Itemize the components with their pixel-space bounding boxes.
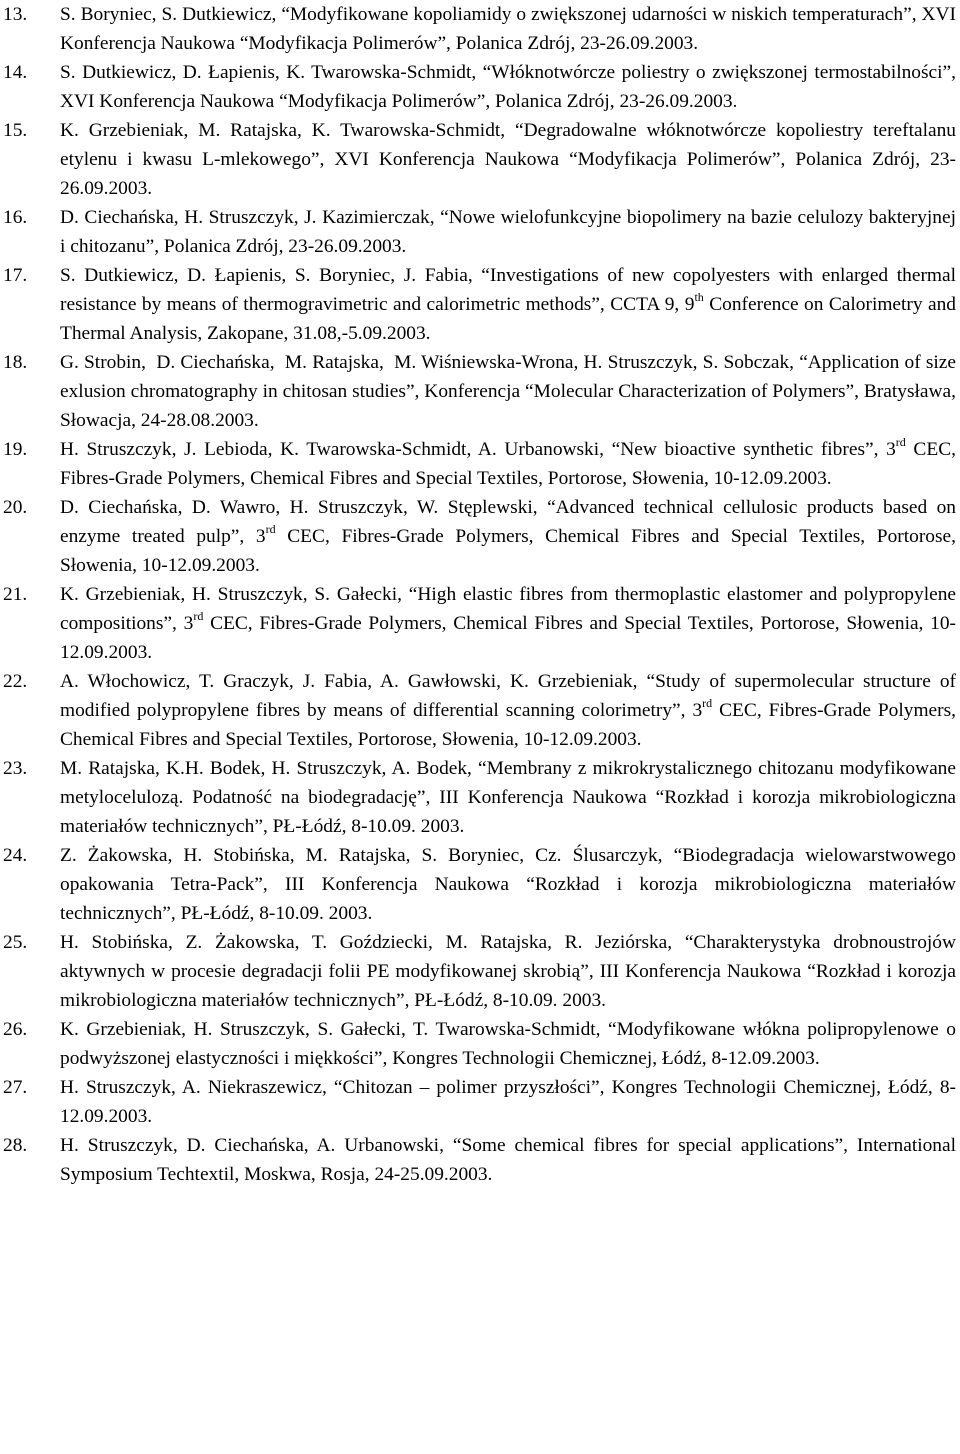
reference-entry [3, 754, 956, 841]
reference-text [60, 841, 956, 928]
reference-number: 18. [3, 352, 28, 373]
reference-entry [3, 348, 956, 435]
reference-entry [3, 58, 956, 116]
reference-text-segment: K. Grzebieniak, H. Struszczyk, S. Gałecki, T. Twarowska-Schmidt, “Modyfikowane włókna polipropylenowe o podwyższonej elastyczności i miękkości”, Kongres Technologii Chemicznej, Łódź, 8-12.09.2003. [60, 1019, 956, 1069]
reference-text [60, 0, 956, 58]
reference-entry [3, 580, 956, 667]
reference-entry [3, 0, 956, 58]
reference-text [60, 580, 956, 667]
reference-number: 23. [3, 758, 28, 779]
ordinal-superscript: rd [193, 609, 204, 623]
ordinal-superscript: rd [895, 435, 906, 449]
reference-text-segment: M. Ratajska, K.H. Bodek, H. Struszczyk, A. Bodek, “Membrany z mikrokrystalicznego chitozanu modyfikowane metylocelulozą. Podatność na biodegradację”, III Konferencja Naukowa “Rozkład i korozja mikrobiologiczna materiałów technicznych”, PŁ-Łódź, 8-10.09. 2003. [60, 758, 956, 837]
reference-text [60, 928, 956, 1015]
reference-number: 14. [3, 62, 28, 83]
reference-text [60, 1073, 956, 1131]
reference-text-segment: CEC, Fibres-Grade Polymers, Chemical Fibres and Special Textiles, Portorose, Słowenia, 10-12.09.2003. [60, 700, 956, 750]
reference-number: 21. [3, 584, 28, 605]
reference-text-segment: D. Ciechańska, D. Wawro, H. Struszczyk, W. Stęplewski, “Advanced technical cellulosic products based on enzyme treated pulp”, 3 [60, 497, 956, 547]
reference-text [60, 754, 956, 841]
reference-text [60, 58, 956, 116]
reference-number: 19. [3, 439, 28, 460]
reference-entry [3, 667, 956, 754]
reference-entry [3, 841, 956, 928]
reference-text-segment: D. Ciechańska, H. Struszczyk, J. Kazimierczak, “Nowe wielofunkcyjne biopolimery na bazie celulozy bakteryjnej i chitozanu”, Polanica Zdrój, 23-26.09.2003. [60, 207, 956, 257]
reference-entry [3, 261, 956, 348]
reference-list [3, 0, 956, 1189]
reference-number: 22. [3, 671, 28, 692]
reference-text [60, 348, 956, 435]
reference-number: 17. [3, 265, 28, 286]
reference-text [60, 1131, 956, 1189]
reference-number: 24. [3, 845, 28, 866]
reference-text-segment: H. Struszczyk, A. Niekraszewicz, “Chitozan – polimer przyszłości”, Kongres Technologii Chemicznej, Łódź, 8-12.09.2003. [60, 1077, 956, 1127]
reference-entry [3, 1015, 956, 1073]
reference-text-segment: CEC, Fibres-Grade Polymers, Chemical Fibres and Special Textiles, Portorose, Słowenia, 10-12.09.2003. [60, 526, 956, 576]
reference-number: 13. [3, 4, 28, 25]
reference-text-segment: Conference on Calorimetry and Thermal Analysis, Zakopane, 31.08,-5.09.2003. [60, 294, 957, 344]
reference-entry [3, 1131, 956, 1189]
reference-text-segment: Z. Żakowska, H. Stobińska, M. Ratajska, S. Boryniec, Cz. Ślusarczyk, “Biodegradacja wielowarstwowego opakowania Tetra-Pack”, III Konferencja Naukowa “Rozkład i korozja mikrobiologiczna materiałów technicznych”, PŁ-Łódź, 8-10.09. 2003. [60, 845, 956, 924]
reference-text-segment: H. Struszczyk, D. Ciechańska, A. Urbanowski, “Some chemical fibres for special applications”, International Symposium Techtextil, Moskwa, Rosja, 24-25.09.2003. [60, 1135, 956, 1185]
ordinal-superscript: rd [265, 522, 276, 536]
reference-entry [3, 928, 956, 1015]
reference-text [60, 493, 956, 580]
reference-number: 25. [3, 932, 28, 953]
ordinal-superscript: rd [702, 696, 713, 710]
reference-number: 16. [3, 207, 28, 228]
reference-entry [3, 203, 956, 261]
reference-text [60, 435, 956, 493]
reference-text [60, 203, 956, 261]
reference-text [60, 261, 956, 348]
reference-number: 15. [3, 120, 28, 141]
reference-number: 28. [3, 1135, 28, 1156]
reference-text-segment: K. Grzebieniak, H. Struszczyk, S. Gałecki, “High elastic fibres from thermoplastic elastomer and polypropylene compositions”, 3 [60, 584, 956, 634]
reference-number: 26. [3, 1019, 28, 1040]
reference-text-segment: H. Stobińska, Z. Żakowska, T. Goździecki, M. Ratajska, R. Jeziórska, “Charakterystyka drobnoustrojów aktywnych w procesie degradacji folii PE modyfikowanej skrobią”, III Konferencja Naukowa “Rozkład i korozja mikrobiologiczna materiałów technicznych”, PŁ-Łódź, 8-10.09. 2003. [60, 932, 956, 1011]
reference-text [60, 116, 956, 203]
reference-text-segment: S. Dutkiewicz, D. Łapienis, S. Boryniec, J. Fabia, “Investigations of new copolyesters with enlarged thermal resistance by means of thermogravimetric and calorimetric methods”, CCTA 9, 9 [60, 265, 956, 315]
reference-text-segment: S. Boryniec, S. Dutkiewicz, “Modyfikowane kopoliamidy o zwiększonej udarności w niskich temperaturach”, XVI Konferencja Naukowa “Modyfikacja Polimerów”, Polanica Zdrój, 23-26.09.2003. [60, 4, 956, 54]
reference-text [60, 667, 956, 754]
reference-text-segment: G. Strobin, D. Ciechańska, M. Ratajska, M. Wiśniewska-Wrona, H. Struszczyk, S. Sobczak, “Application of size exlusion chromatography in chitosan studies”, Konferencja “Molecular Characterization of Polymers”, Bratysława, Słowacja, 24-28.08.2003. [60, 352, 956, 431]
reference-text-segment: A. Włochowicz, T. Graczyk, J. Fabia, A. Gawłowski, K. Grzebieniak, “Study of supermolecular structure of modified polypropylene fibres by means of differential scanning colorimetry”, 3 [60, 671, 956, 721]
reference-number: 20. [3, 497, 28, 518]
reference-text-segment: S. Dutkiewicz, D. Łapienis, K. Twarowska-Schmidt, “Włóknotwórcze poliestry o zwiększonej termostabilności”, XVI Konferencja Naukowa “Modyfikacja Polimerów”, Polanica Zdrój, 23-26.09.2003. [60, 62, 956, 112]
reference-entry [3, 435, 956, 493]
reference-number: 27. [3, 1077, 28, 1098]
ordinal-superscript: th [694, 290, 704, 304]
reference-text [60, 1015, 956, 1073]
reference-text-segment: CEC, Fibres-Grade Polymers, Chemical Fibres and Special Textiles, Portorose, Słowenia, 10-12.09.2003. [60, 613, 957, 663]
reference-text-segment: K. Grzebieniak, M. Ratajska, K. Twarowska-Schmidt, “Degradowalne włóknotwórcze kopoliestry tereftalanu etylenu i kwasu L-mlekowego”, XVI Konferencja Naukowa “Modyfikacja Polimerów”, Polanica Zdrój, 23-26.09.2003. [60, 120, 956, 199]
reference-text-segment: H. Struszczyk, J. Lebioda, K. Twarowska-Schmidt, A. Urbanowski, “New bioactive synthetic fibres”, 3 [60, 439, 896, 460]
reference-text-segment: CEC, Fibres-Grade Polymers, Chemical Fibres and Special Textiles, Portorose, Słowenia, 10-12.09.2003. [60, 439, 956, 489]
reference-entry [3, 1073, 956, 1131]
reference-entry [3, 493, 956, 580]
reference-entry [3, 116, 956, 203]
